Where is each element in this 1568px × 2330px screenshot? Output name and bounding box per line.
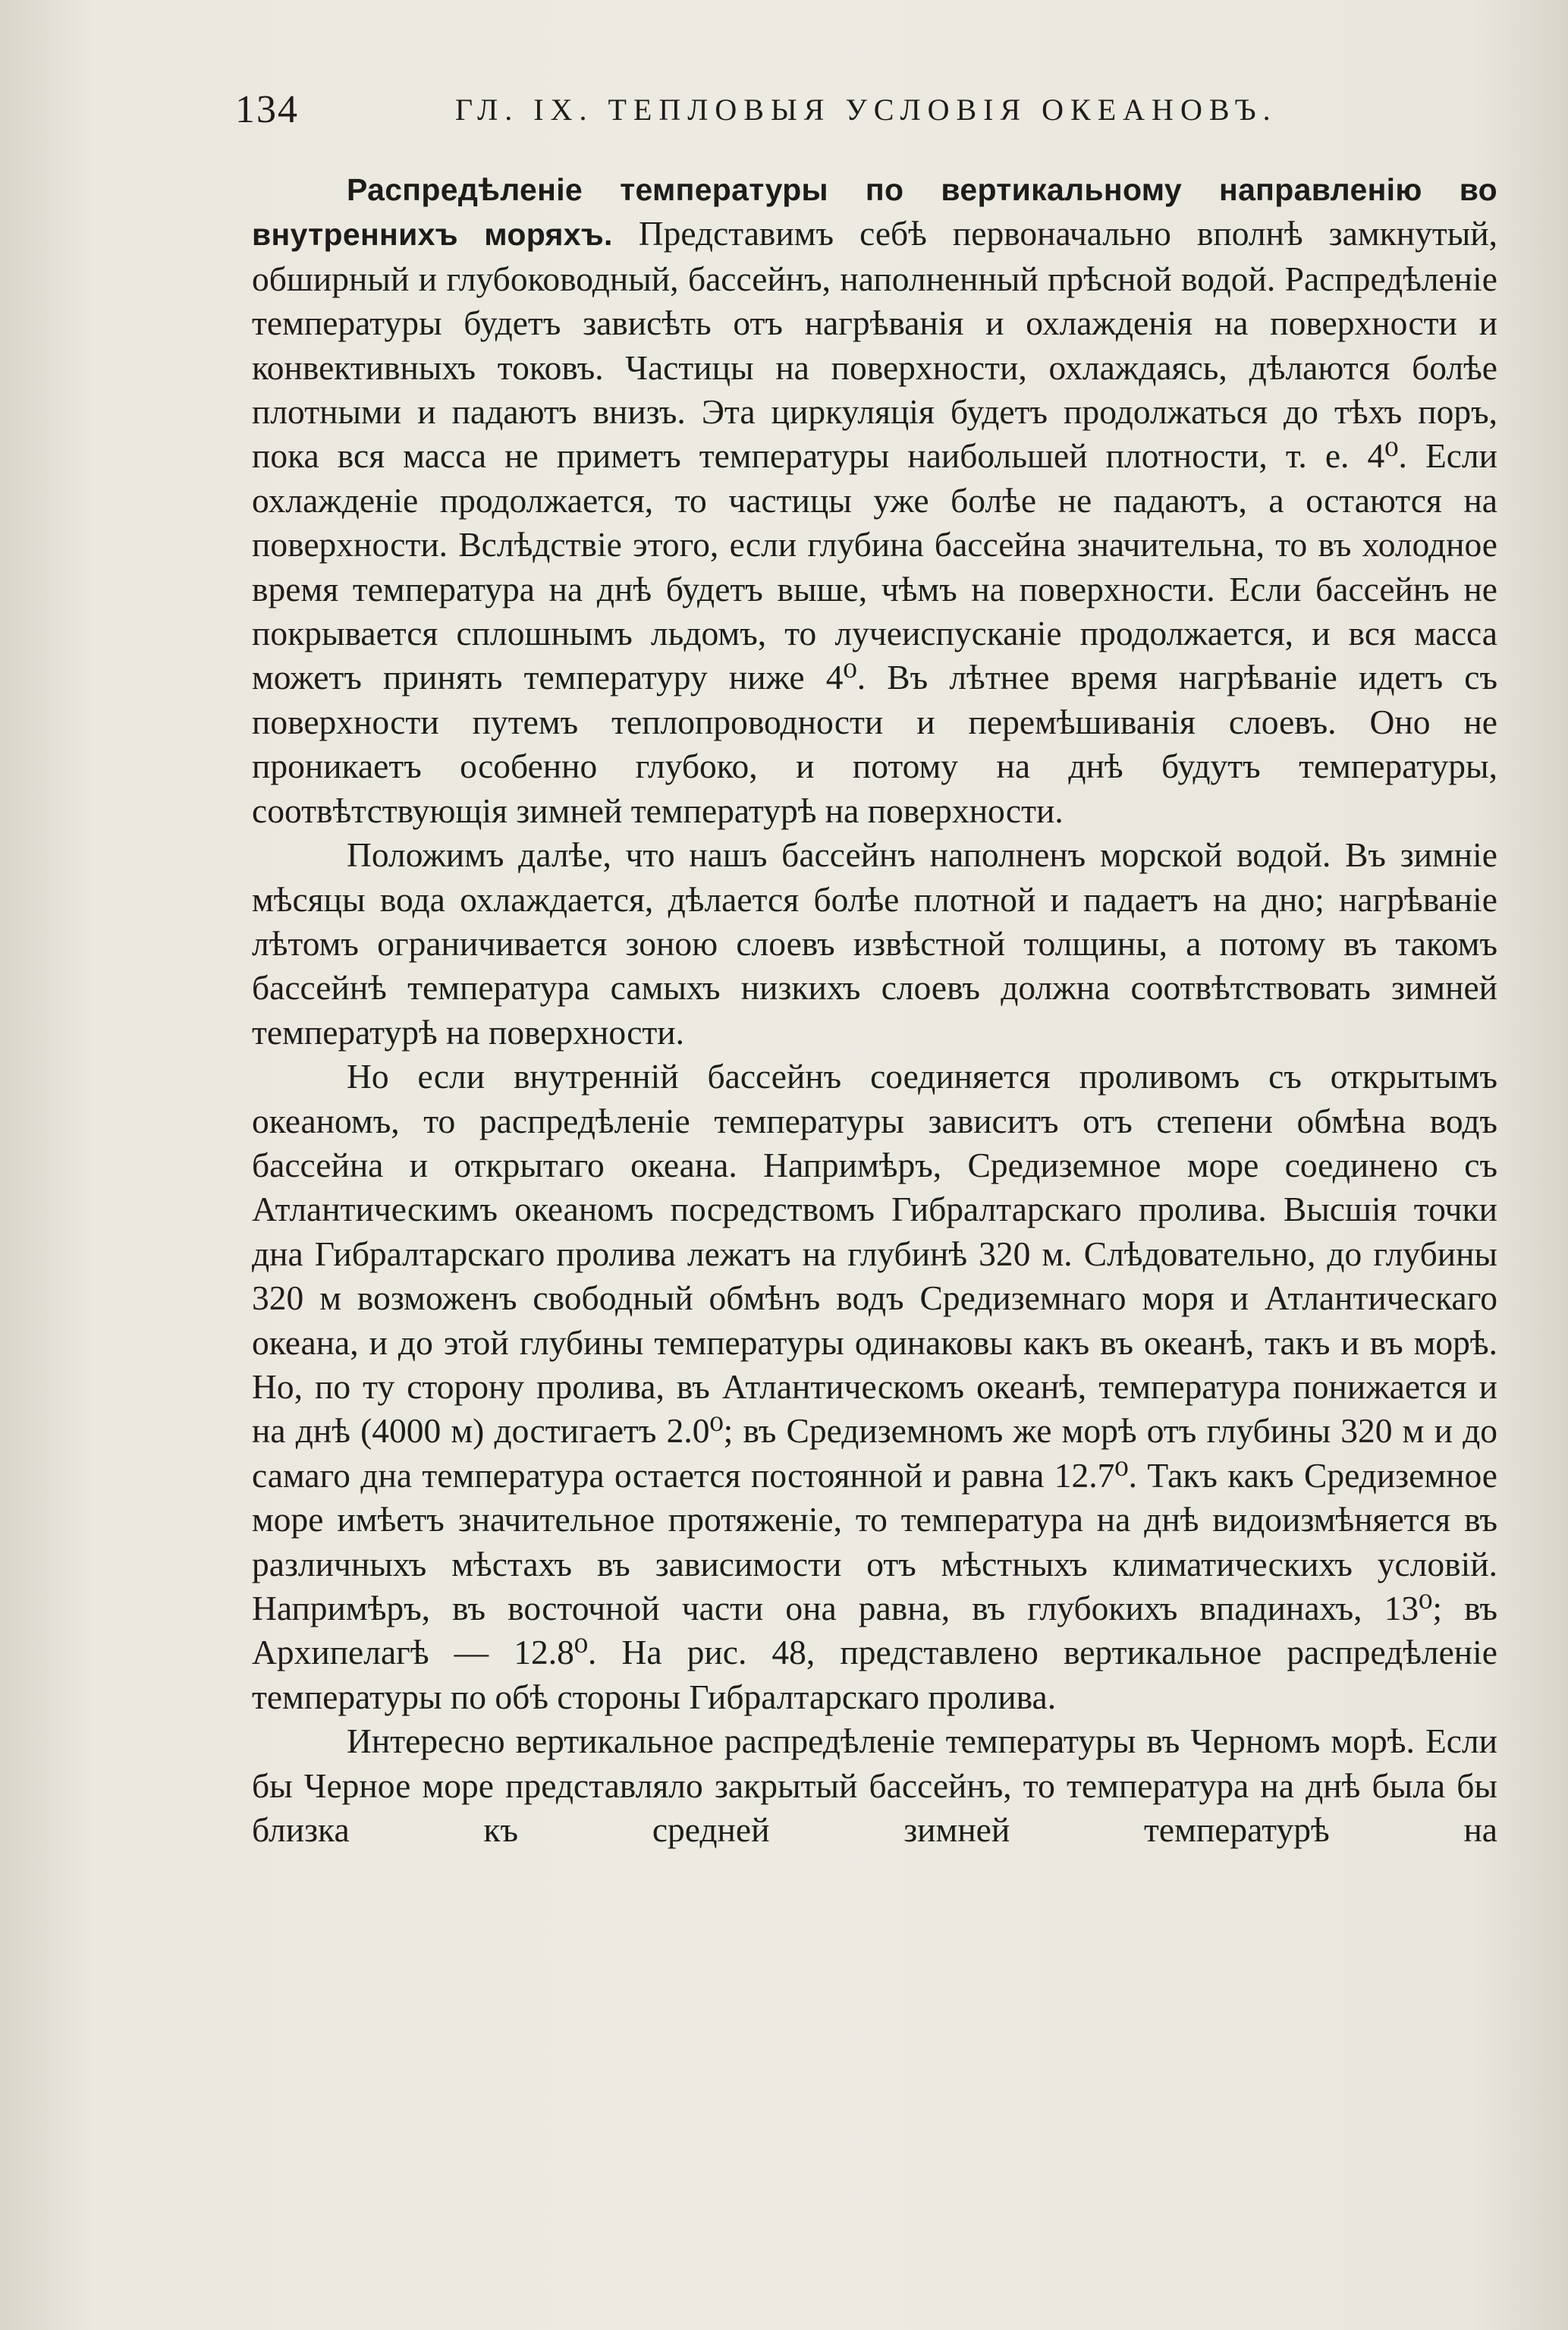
body-text (252, 167, 1497, 1852)
paragraph-1-text: Представимъ себѣ первоначально вполнѣ замкнутый, обширный и глубоководный, бассейнъ, наполненный прѣсной водой. Распредѣленіе температуры будетъ зависѣть отъ нагрѣванія и охлажденія на поверхности и конвективныхъ токовъ. Частицы на поверхности, охлаждаясь, дѣлаются болѣе плотными и падаютъ внизъ. Эта циркуляція будетъ продолжаться до тѣхъ поръ, пока вся масса не приметъ температуры наибольшей плотности, т. е. 4⁰. Если охлажденіе продолжается, то частицы уже болѣе не падаютъ, а остаются на поверхности. Вслѣдствіе этого, если глубина бассейна значительна, то въ холодное время температура на днѣ будетъ выше, чѣмъ на поверхности. Если бассейнъ не покрывается сплошнымъ льдомъ, то лучеиспусканіе продолжается, и вся масса можетъ принять температуру ниже 4⁰. Въ лѣтнее время нагрѣваніе идетъ съ поверхности путемъ теплопроводности и перемѣшиванія слоевъ. Оно не проникаетъ особенно глубоко, и потому на днѣ будутъ температуры, соотвѣтствующія зимней температурѣ на поверхности. (252, 214, 1497, 830)
paragraph-4 (252, 1719, 1497, 1852)
paragraph-1 (252, 167, 1497, 833)
paragraph-4-text: Интересно вертикальное распредѣленіе температуры въ Черномъ морѣ. Если бы Черное море представляло закрытый бассейнъ, то температура на днѣ была бы близка къ средней зимней температурѣ на (252, 1722, 1497, 1850)
paragraph-2 (252, 833, 1497, 1055)
paragraph-2-text: Положимъ далѣе, что нашъ бассейнъ наполненъ морской водой. Въ зимніе мѣсяцы вода охлаждается, дѣлается болѣе плотной и падаетъ на дно; нагрѣваніе лѣтомъ ограничивается зоною слоевъ извѣстной толщины, а потому въ такомъ бассейнѣ температура самыхъ низкихъ слоевъ должна соотвѣтствовать зимней температурѣ на поверхности. (252, 835, 1497, 1052)
running-head: ГЛ. IX. ТЕПЛОВЫЯ УСЛОВІЯ ОКЕАНОВЪ. (455, 93, 1277, 127)
section-heading: Распредѣленіе температуры по вертикальному направленію во внутреннихъ моряхъ. (252, 172, 1497, 253)
paragraph-3-text: Но если внутренній бассейнъ соединяется проливомъ съ открытымъ океаномъ, то распредѣленіе температуры зависитъ отъ степени обмѣна водъ бассейна и открытаго океана. Напримѣръ, Средиземное море соединено съ Атлантическимъ океаномъ посредствомъ Гибралтарскаго пролива. Высшія точки дна Гибралтарскаго пролива лежатъ на глубинѣ 320 м. Слѣдовательно, до глубины 320 м возможенъ свободный обмѣнъ водъ Средиземнаго моря и Атлантическаго океана, и до этой глубины температуры одинаковы какъ въ океанѣ, такъ и въ морѣ. Но, по ту сторону пролива, въ Атлантическомъ океанѣ, температура понижается и на днѣ (4000 м) достигаетъ 2.0⁰; въ Средиземномъ же морѣ отъ глубины 320 м и до самаго дна температура остается постоянной и равна 12.7⁰. Такъ какъ Средиземное море имѣетъ значительное протяженіе, то температура на днѣ видоизмѣняется въ различныхъ мѣстахъ въ зависимости отъ мѣстныхъ климатическихъ условій. Напримѣръ, въ восточной части она равна, въ глубокихъ впадинахъ, 13⁰; въ Архипелагѣ — 12.8⁰. На рис. 48, представлено вертикальное распредѣленіе температуры по обѣ стороны Гибралтарскаго пролива. (252, 1057, 1497, 1716)
page-header (235, 87, 1510, 140)
paragraph-3 (252, 1055, 1497, 1719)
page-number: 134 (235, 88, 299, 131)
